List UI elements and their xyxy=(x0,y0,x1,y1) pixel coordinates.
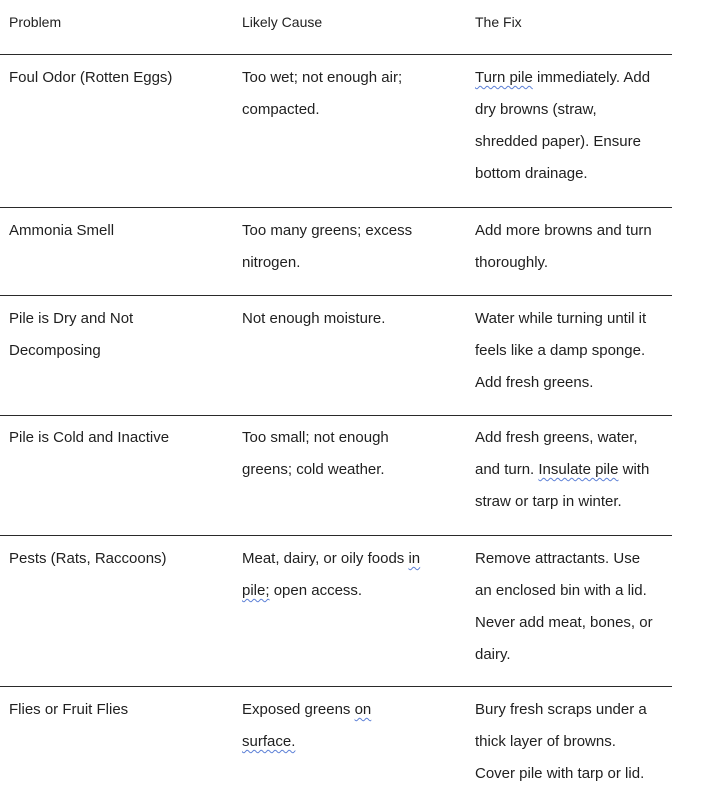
fix-cell: Add more browns and turn thoroughly. xyxy=(475,222,652,271)
problem-cell: Flies or Fruit Flies xyxy=(9,701,129,718)
row-divider xyxy=(0,295,672,296)
cause-cell: Too many greens; excess nitrogen. xyxy=(242,222,413,271)
spellcheck-line: Turn pile immediately. Add xyxy=(475,69,651,86)
cause-cell xyxy=(242,543,420,607)
fix-cell: Water while turning until it feels like a damp sponge. Add fresh greens. xyxy=(475,310,647,391)
spellcheck-underline: on xyxy=(354,701,372,718)
spellcheck-underline: in xyxy=(408,550,421,567)
row-divider xyxy=(0,415,672,416)
spellcheck-line: pile; open access. xyxy=(242,582,363,599)
cause-cell: Not enough moisture. xyxy=(242,310,386,327)
problem-cell: Foul Odor (Rotten Eggs) xyxy=(9,69,173,86)
spellcheck-line: Exposed greens on xyxy=(242,701,372,718)
spellcheck-line: Meat, dairy, or oily foods in xyxy=(242,550,421,567)
cause-cell xyxy=(242,694,371,758)
problem-cell: Pile is Cold and Inactive xyxy=(9,429,170,446)
row-divider xyxy=(0,535,672,536)
spellcheck-underline: surface. xyxy=(242,733,296,750)
spellcheck-underline: Turn pile xyxy=(475,69,533,86)
header-cause: Likely Cause xyxy=(242,14,323,30)
header-fix: The Fix xyxy=(475,14,522,30)
row-divider xyxy=(0,54,672,55)
spellcheck-line: and turn. Insulate pile with xyxy=(475,461,650,478)
row-divider xyxy=(0,686,672,687)
fix-cell: Remove attractants. Use an enclosed bin with a lid. Never add meat, bones, or dairy. xyxy=(475,550,653,663)
spellcheck-underline: Insulate pile xyxy=(538,461,619,478)
spellcheck-underline: pile; xyxy=(242,582,270,599)
fix-cell: Bury fresh scraps under a thick layer of browns. Cover pile with tarp or lid. xyxy=(475,701,647,782)
problem-cell: Ammonia Smell xyxy=(9,222,115,239)
header-problem: Problem xyxy=(9,14,62,30)
cause-cell: Too small; not enough greens; cold weather. xyxy=(242,429,389,478)
problem-cell: Pests (Rats, Raccoons) xyxy=(9,550,167,567)
fix-cell: Add fresh greens, water, and turn. Insulate pile with straw or tarp in winter. xyxy=(475,429,650,510)
problem-cell: Pile is Dry and Not Decomposing xyxy=(9,310,134,359)
cause-cell: Too wet; not enough air; compacted. xyxy=(242,69,403,118)
spellcheck-line xyxy=(242,726,371,758)
row-divider xyxy=(0,207,672,208)
fix-cell: Turn pile immediately. Add dry browns (straw, shredded paper). Ensure bottom drainage. xyxy=(475,62,650,190)
